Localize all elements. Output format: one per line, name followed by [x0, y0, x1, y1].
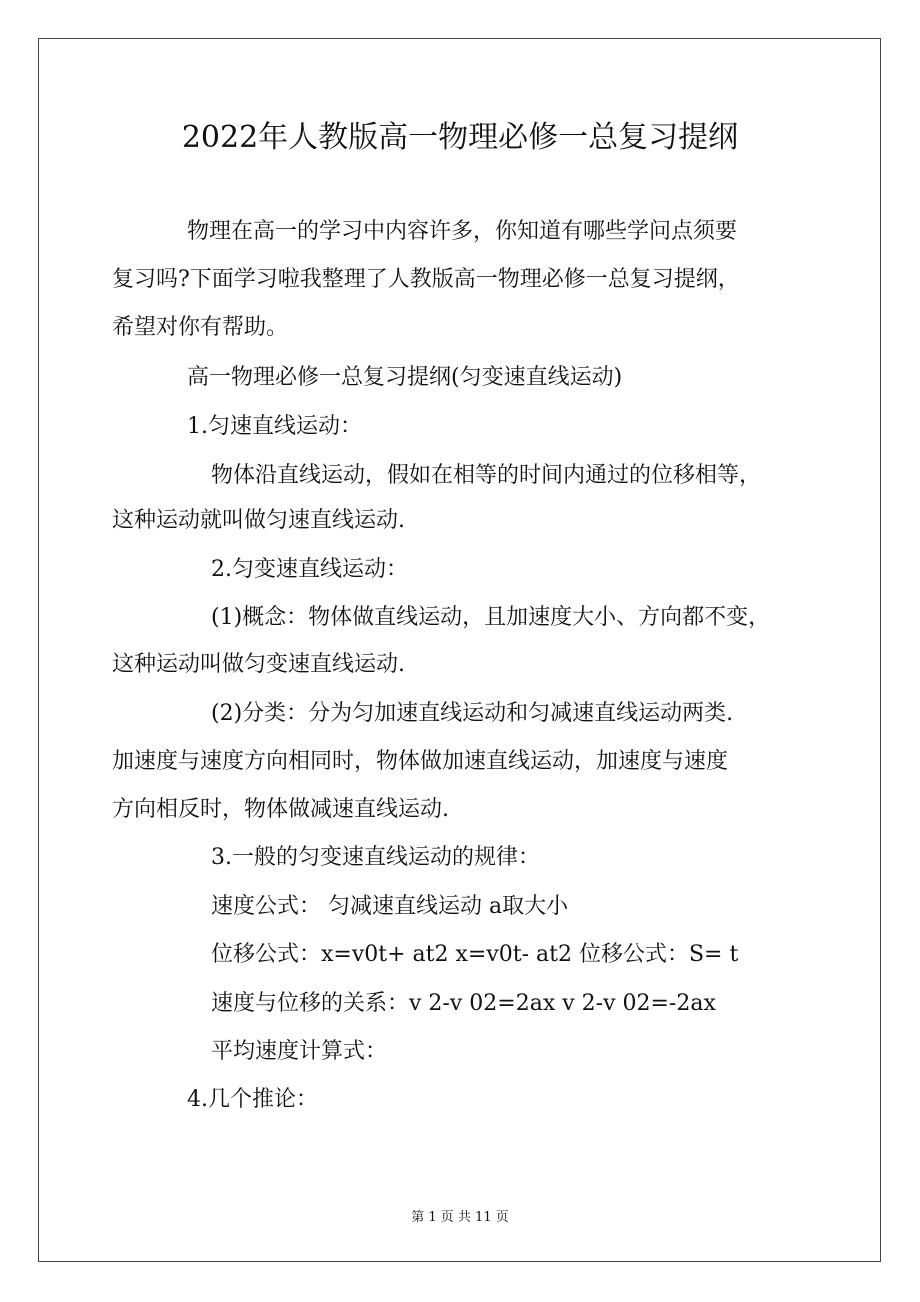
item-heading: 1.匀速直线运动： [187, 414, 362, 439]
paragraph-line: (1)概念：物体做直线运动，且加速度大小、方向都不变， [211, 605, 771, 630]
paragraph-line: 复习吗?下面学习啦我整理了人教版高一物理必修一总复习提纲， [112, 267, 740, 292]
formula-line: 位移公式：x=v0t+ at2 x=v0t- at2 位移公式：S= t [211, 942, 739, 967]
item-heading: 3.一般的匀变速直线运动的规律： [211, 845, 540, 870]
paragraph-line: 这种运动叫做匀变速直线运动. [112, 652, 405, 677]
item-heading: 2.匀变速直线运动： [211, 557, 408, 582]
formula-line: 速度与位移的关系：v 2-v 02=2ax v 2-v 02=-2ax [211, 991, 716, 1016]
paragraph-line: 希望对你有帮助。 [112, 315, 289, 340]
paragraph-line: 加速度与速度方向相同时，物体做加速直线运动，加速度与速度 [112, 749, 729, 774]
page-number-footer: 第 1 页 共 11 页 [411, 1210, 509, 1225]
formula-line: 速度公式： 匀减速直线运动 a取大小 [211, 894, 569, 919]
paragraph-line: 方向相反时，物体做减速直线运动. [112, 797, 449, 822]
document-title: 2022年人教版高一物理必修一总复习提纲 [181, 120, 739, 155]
formula-line: 平均速度计算式： [211, 1039, 388, 1064]
paragraph-line: (2)分类：分为匀加速直线运动和匀减速直线运动两类. [211, 701, 734, 726]
item-heading: 4.几个推论： [187, 1087, 318, 1112]
paragraph-line: 物理在高一的学习中内容许多，你知道有哪些学问点须要 [187, 219, 738, 244]
paragraph-line: 物体沿直线运动，假如在相等的时间内通过的位移相等， [211, 463, 762, 488]
paragraph-line: 这种运动就叫做匀速直线运动. [112, 508, 405, 533]
section-heading: 高一物理必修一总复习提纲(匀变速直线运动) [187, 365, 623, 390]
